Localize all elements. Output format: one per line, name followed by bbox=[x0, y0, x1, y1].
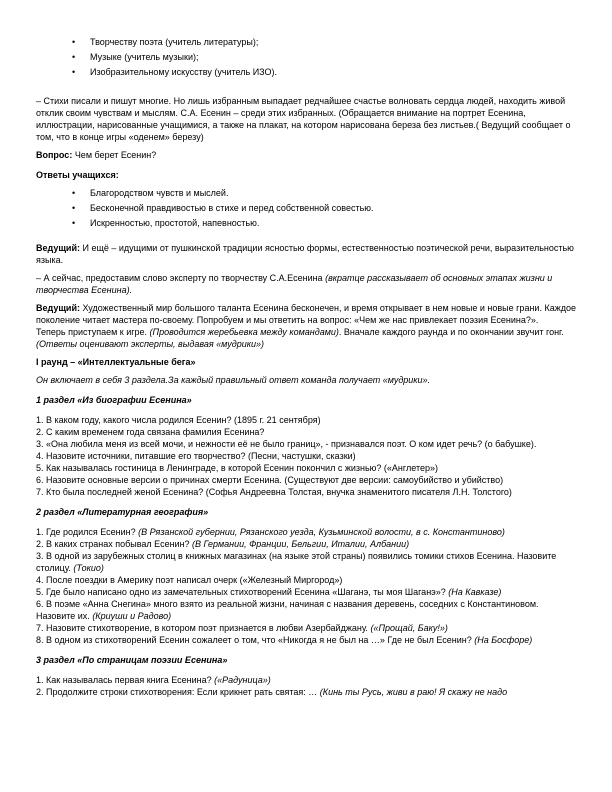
question-text: 4. После поездки в Америку поэт написал очерк («Железный Миргород») bbox=[36, 575, 343, 585]
question-text: 6. В поэме «Анна Снегина» много взято из реальной жизни, начиная с названия деревень, соседних с Константиновом. Назовите их. bbox=[36, 599, 539, 621]
gong-text: . Вначале каждого раунда и по окончании звучит гонг. bbox=[338, 327, 564, 337]
list-item: • Творчеству поэта (учитель литературы); bbox=[72, 36, 576, 48]
answer-text: («Прощай, Баку!») bbox=[370, 623, 448, 633]
question-text: 8. В одном из стихотворений Есенин сожалеет о том, что «Никогда я не был на …» Где не был Есенин? bbox=[36, 635, 475, 645]
list-item: 5. Как называлась гостиница в Ленинграде, в которой Есенин покончил с жизнью? («Англетер») bbox=[36, 463, 438, 473]
round-title: I раунд – «Интеллектуальные бега» bbox=[36, 357, 196, 367]
list-item bbox=[36, 550, 576, 574]
list-item bbox=[36, 622, 576, 634]
experts-note: (Ответы оценивают эксперты, выдавая «мудрики») bbox=[36, 339, 264, 349]
host-label: Ведущий: bbox=[36, 303, 80, 313]
section-1-list bbox=[36, 414, 576, 498]
host-text: И ещё – идущими от пушкинской традиции ясностью формы, естественностью поэтической речи, выразительностью языка. bbox=[36, 243, 574, 265]
question-text: 1. Как называлась первая книга Есенина? bbox=[36, 675, 215, 685]
answer-text: (Кинь ты Русь, живи в раю! Я скажу не надо bbox=[319, 687, 508, 697]
section-2-title: 2 раздел «Литературная география» bbox=[36, 507, 209, 517]
question-text: 3. В одной из зарубежных столиц в книжных магазинах (на языке этой страны) появились томики стихов Есенина. Назовите столицу. bbox=[36, 551, 557, 573]
answer-text: (На Босфоре) bbox=[474, 635, 533, 645]
subject-list bbox=[36, 36, 576, 78]
answer-text: (Криуши и Радово) bbox=[92, 611, 172, 621]
question-text: 7. Назовите стихотворение, в котором поэт признается в любви Азербайджану. bbox=[36, 623, 371, 633]
list-item bbox=[36, 634, 576, 646]
list-item bbox=[36, 586, 576, 598]
question-text: 2. В каких странах побывал Есенин? bbox=[36, 539, 193, 549]
section-1-title: 1 раздел «Из биографии Есенина» bbox=[36, 395, 192, 405]
list-item bbox=[36, 538, 576, 550]
question-paragraph bbox=[36, 149, 576, 161]
list-item bbox=[36, 526, 576, 538]
section-3-title: 3 раздел «По страницам поэзии Есенина» bbox=[36, 655, 228, 665]
answer-text: (В Германии, Франции, Бельгии, Италии, Албании) bbox=[192, 539, 410, 549]
question-label: Вопрос: bbox=[36, 150, 73, 160]
answer-text: (Токио) bbox=[73, 563, 104, 573]
host-paragraph-1 bbox=[36, 242, 576, 266]
list-item: 6. Назовите основные версии о причинах смерти Есенина. (Существуют две версии: самоубийство и убийство) bbox=[36, 475, 504, 485]
answer-text: (В Рязанской губернии, Рязанского уезда, Кузьминской волости, в с. Константиново) bbox=[138, 527, 505, 537]
host-text: Художественный мир большого таланта Есенина бесконечен, и время открывает в нем новые и новые грани. Каждое поколение читает мастера по-своему. Попробуем и мы ответить на вопрос: «Чем же нас привлекает поэзия Есенина?». bbox=[36, 303, 576, 325]
section-2-list bbox=[36, 526, 576, 646]
answers-list bbox=[36, 187, 576, 229]
list-item: • Бесконечной правдивостью в стихе и перед собственной совестью. bbox=[72, 202, 576, 214]
list-item bbox=[36, 598, 576, 622]
answer-text: (На Кавказе) bbox=[448, 587, 502, 597]
list-item: 4. Назовите источники, питавшие его творчество? (Песни, частушки, сказки) bbox=[36, 451, 356, 461]
question-text: 1. Где родился Есенин? bbox=[36, 527, 139, 537]
game-start-paragraph bbox=[36, 326, 576, 350]
expert-paragraph bbox=[36, 272, 576, 296]
answers-heading: Ответы учащихся: bbox=[36, 170, 119, 180]
list-item: 3. «Она любила меня из всей мочи, и нежности её не было границ», - признавался поэт. О ком идет речь? (о бабушке). bbox=[36, 439, 537, 449]
expert-text: – А сейчас, предоставим слово эксперту по творчеству С.А.Есенина bbox=[36, 273, 326, 283]
list-item: • Музыке (учитель музыки); bbox=[72, 51, 576, 63]
list-item bbox=[36, 674, 576, 686]
section-3-list bbox=[36, 674, 576, 698]
host-paragraph-2 bbox=[36, 302, 576, 326]
list-item: 7. Кто была последней женой Есенина? (Софья Андреевна Толстая, внучка знаменитого писателя Л.Н. Толстого) bbox=[36, 487, 512, 497]
list-item bbox=[36, 686, 576, 698]
game-start-text: Теперь приступаем к игре. bbox=[36, 327, 150, 337]
draw-note: (Проводится жеребьевка между командами) bbox=[149, 327, 339, 337]
answer-text: («Радуница») bbox=[214, 675, 271, 685]
document-page bbox=[36, 36, 576, 698]
round-subtitle: Он включает в себя 3 раздела.За каждый правильный ответ команда получает «мудрики». bbox=[36, 375, 431, 385]
question-text: 5. Где было написано одно из замечательных стихотворений Есенина «Шаганэ, ты моя Шаганэ»? bbox=[36, 587, 449, 597]
question-text: Чем берет Есенин? bbox=[72, 150, 157, 160]
host-label: Ведущий: bbox=[36, 243, 80, 253]
expert-note: (вкратце рассказывает об основных этапах жизни и творчества Есенина). bbox=[36, 273, 553, 295]
list-item bbox=[36, 574, 576, 586]
list-item: • Благородством чувств и мыслей. bbox=[72, 187, 576, 199]
intro-paragraph: – Стихи писали и пишут многие. Но лишь избранным выпадает редчайшее счастье волновать сердца людей, находить живой отклик своим чувствам и мыслям. С.А. Есенин – среди этих избранных. (Обращается внимание на портрет Есенина, иллюстрации, нарисованные учащимися, а также на плакат, на котором нарисована береза без листьев.( Ведущий сообщает о том, что в конце игры «оденем» березу) bbox=[36, 96, 571, 142]
list-item: • Изобразительному искусству (учитель ИЗО). bbox=[72, 66, 576, 78]
question-text: 2. Продолжите строки стихотворения: Если крикнет рать святая: … bbox=[36, 687, 320, 697]
list-item: 2. С каким временем года связана фамилия Есенина? bbox=[36, 427, 265, 437]
list-item: • Искренностью, простотой, напевностью. bbox=[72, 217, 576, 229]
list-item: 1. В каком году, какого числа родился Есенин? (1895 г. 21 сентября) bbox=[36, 415, 321, 425]
